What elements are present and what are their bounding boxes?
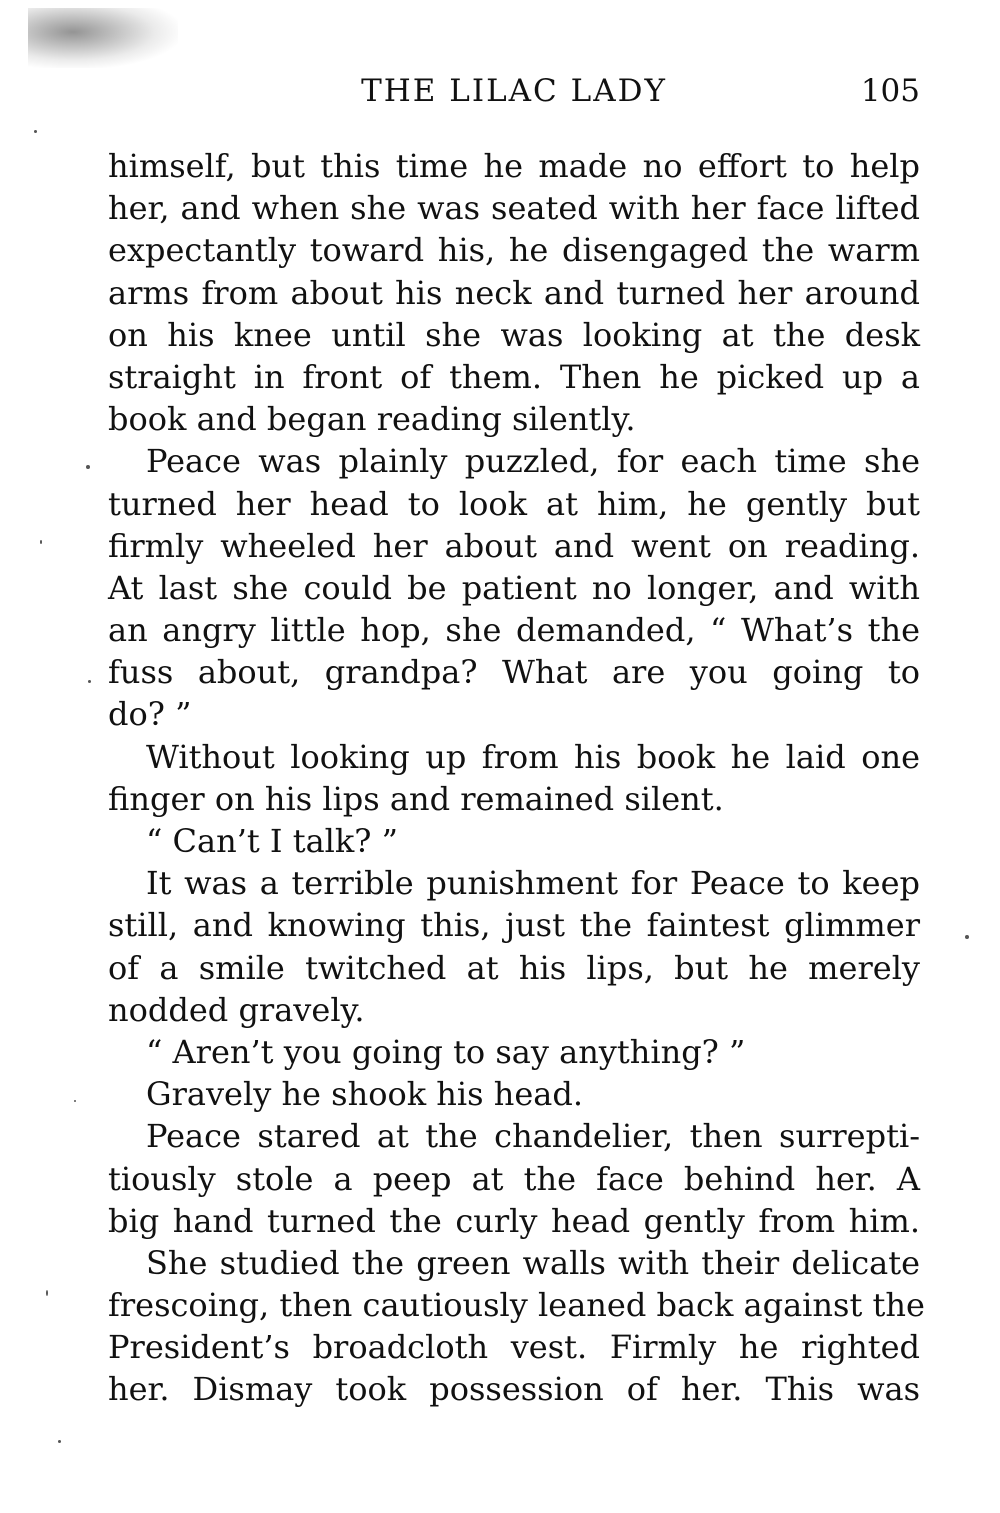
text-line: book and began reading silently. [108,400,636,439]
text-line: At last she could be patient no longer, and with [108,568,920,607]
scan-speck [34,130,37,133]
page-smudge [28,8,178,68]
running-head: THE LILAC LADY [361,73,667,109]
text-line: “ Aren’t you going to say anything? ” [146,1032,746,1071]
text-line: her. Dismay took possession of her. This was [108,1370,920,1409]
scan-speck [40,540,42,544]
text-line: frescoing, then cautiously leaned back against the [108,1286,925,1325]
text-line: do? ” [108,695,192,734]
text-line: an angry little hop, she demanded, “ What’s the [108,611,920,650]
scan-speck [74,1100,76,1102]
page-number: 105 [860,73,920,109]
body-text [108,145,925,1411]
text-line: firmly wheeled her about and went on reading. [108,526,920,565]
text-line: still, and knowing this, just the faintest glimmer [108,906,920,945]
text-line: turned her head to look at him, he gently but [108,484,920,523]
text-line: her, and when she was seated with her face lifted [108,189,920,228]
text-line: Without looking up from his book he laid one [146,737,920,776]
text-line: Peace was plainly puzzled, for each time she [146,442,920,481]
text-line: arms from about his neck and turned her around [108,273,920,312]
text-line: nodded gravely. [108,990,365,1029]
scan-speck [46,1290,48,1296]
text-line: President’s broadcloth vest. Firmly he righted [108,1328,920,1367]
text-line: Peace stared at the chandelier, then surrepti- [146,1117,920,1156]
text-line: fuss about, grandpa? What are you going to [108,653,920,692]
scan-speck [965,935,969,939]
text-line: of a smile twitched at his lips, but he merely [108,948,920,987]
text-line: “ Can’t I talk? ” [146,822,398,860]
text-line: expectantly toward his, he disengaged the warm [108,231,920,270]
text-line: straight in front of them. Then he picked up a [108,357,920,396]
text-line: She studied the green walls with their delicate [146,1243,920,1282]
scan-speck [86,465,90,469]
page-header [108,68,920,114]
text-line: tiously stole a peep at the face behind her. A [108,1159,920,1198]
text-line: Gravely he shook his head. [146,1075,583,1114]
text-line: on his knee until she was looking at the desk [108,315,920,354]
text-line: It was a terrible punishment for Peace to keep [146,864,920,903]
text-line: big hand turned the curly head gently from him. [108,1201,920,1240]
scan-speck [88,680,91,683]
scan-speck [58,1440,61,1443]
text-line: himself, but this time he made no effort to help [108,147,920,185]
text-line: finger on his lips and remained silent. [108,779,724,818]
